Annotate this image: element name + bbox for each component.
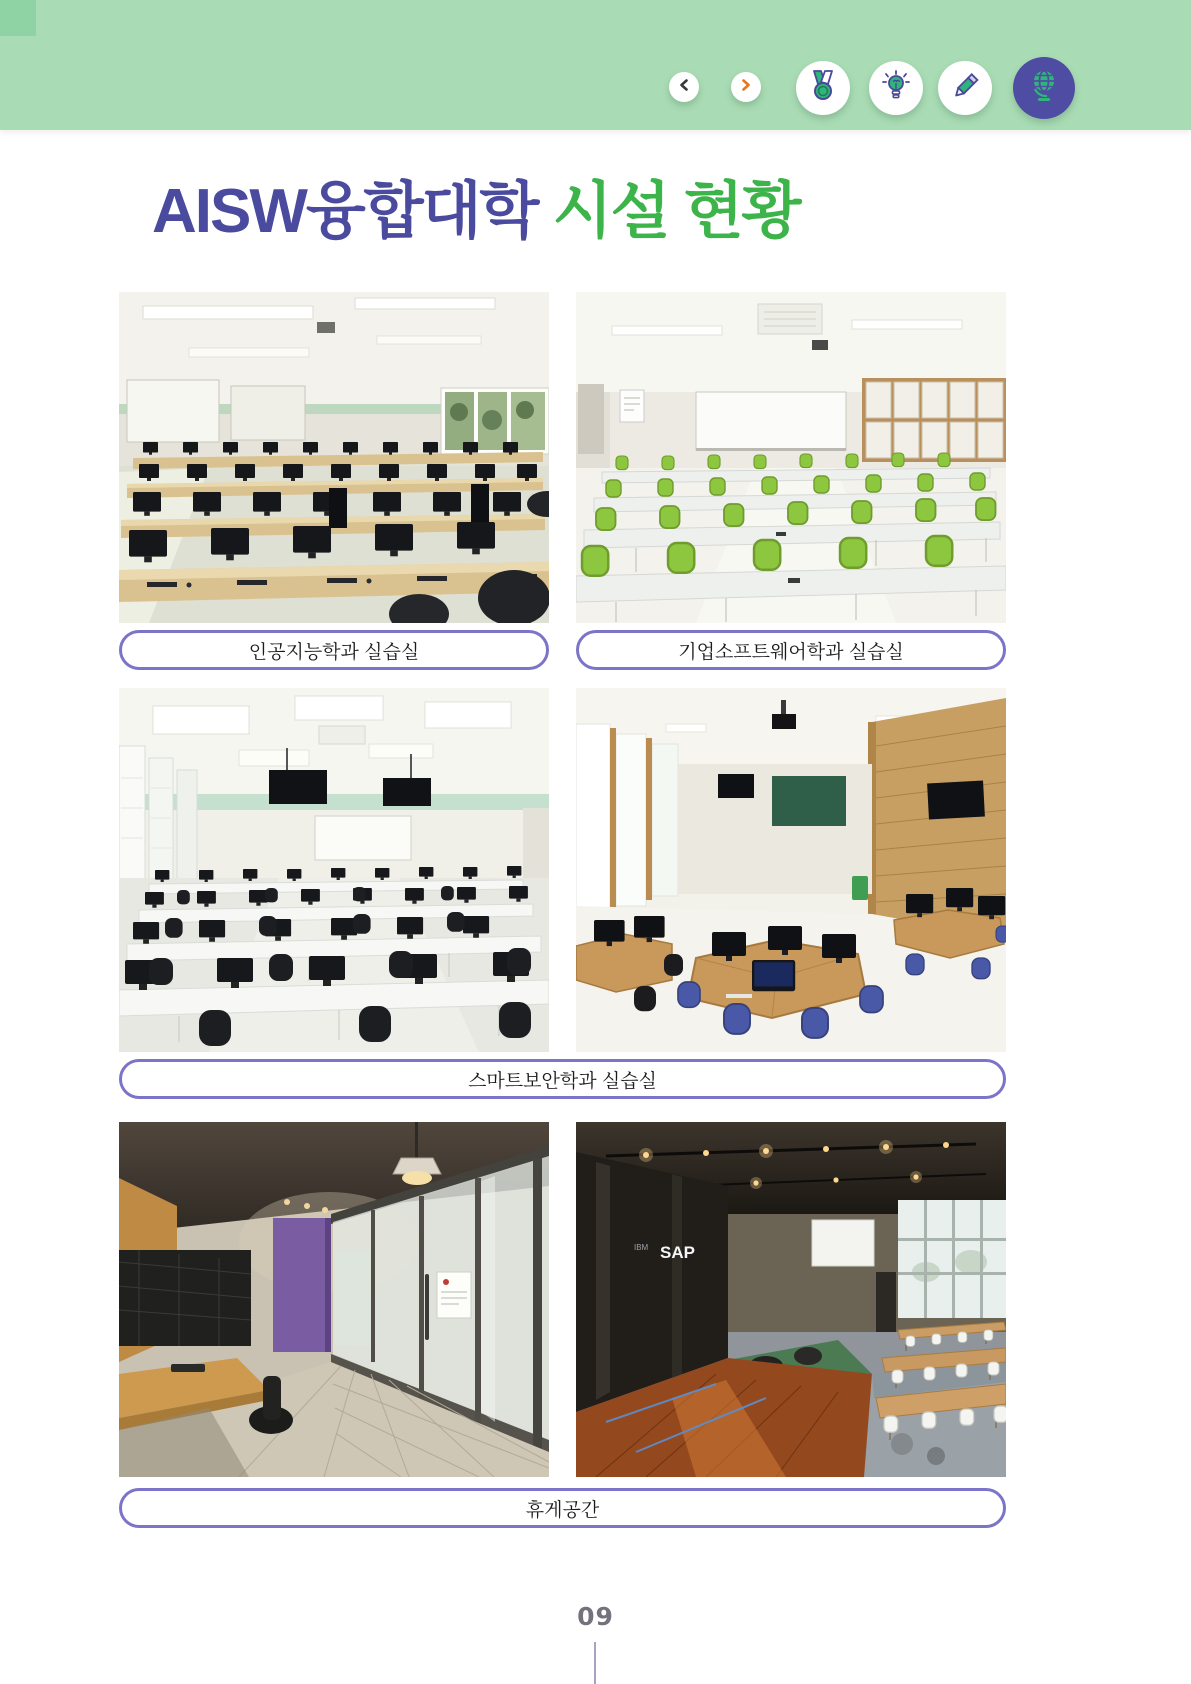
title-part-1: AISW융합대학 [152, 177, 538, 246]
photo-smart-security-lab-right [576, 688, 1006, 1052]
photo-lounge-open-space [576, 1122, 1006, 1477]
nav-globe-button[interactable] [1013, 57, 1075, 119]
chevron-left-icon [677, 78, 691, 97]
chevron-right-icon [739, 78, 753, 97]
globe-icon [1026, 67, 1062, 110]
ibm-sign-text: IBM [634, 1243, 649, 1252]
medal-icon [808, 70, 838, 107]
footer-divider [594, 1642, 596, 1684]
nav-medal-button[interactable] [796, 61, 850, 115]
page-number: 09 [577, 1602, 614, 1631]
caption-smart-security-lab-label: 스마트보안학과 실습실 [468, 1070, 657, 1092]
photo-smart-security-lab-left [119, 688, 549, 1052]
caption-smart-security-lab [119, 1059, 1006, 1099]
title-part-2: 시설 현황 [537, 177, 800, 246]
caption-ai-lab-label: 인공지능학과 실습실 [248, 641, 420, 663]
photo-ai-lab [119, 292, 549, 623]
caption-enterprise-software-lab [576, 630, 1006, 670]
back-button[interactable] [669, 72, 699, 102]
caption-lounge-label: 휴게공간 [525, 1499, 600, 1521]
caption-lounge [119, 1488, 1006, 1528]
pencil-icon [949, 70, 981, 107]
photo-lounge-corridor [119, 1122, 549, 1477]
header-corner-accent [0, 0, 36, 36]
nav-pencil-button[interactable] [938, 61, 992, 115]
page-title [152, 178, 799, 246]
nav-lightbulb-button[interactable] [869, 61, 923, 115]
photo-enterprise-software-lab [576, 292, 1006, 623]
lightbulb-icon [880, 70, 912, 107]
caption-enterprise-software-lab-label: 기업소프트웨어학과 실습실 [678, 641, 904, 663]
header-bar [0, 0, 1191, 130]
forward-button[interactable] [731, 72, 761, 102]
caption-ai-lab [119, 630, 549, 670]
sap-sign-text: SAP [660, 1243, 695, 1262]
